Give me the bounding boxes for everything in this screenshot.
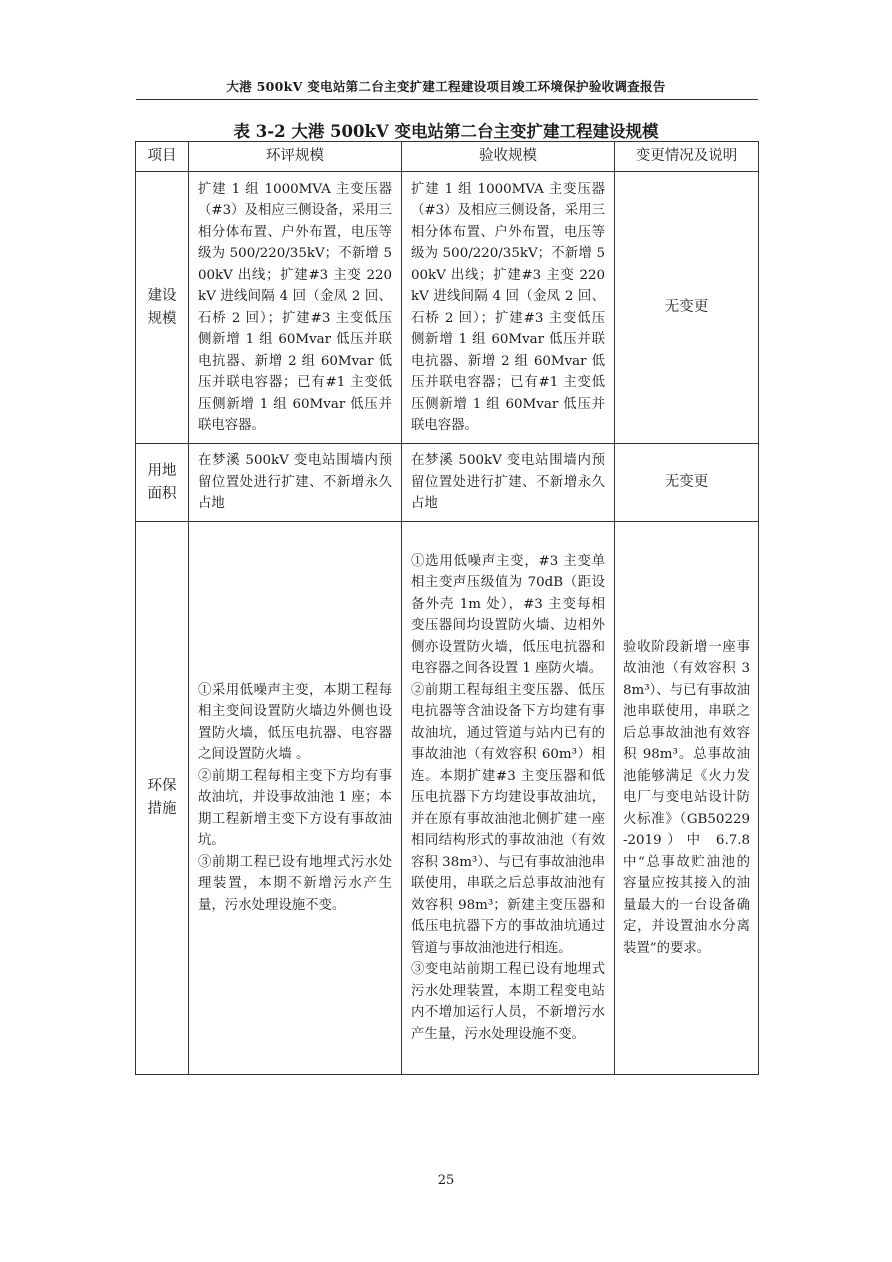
eia-scale-cell: ①采用低噪声主变，本期工程每相主变间设置防火墙边外侧也设置防火墙，低压电抗器、电容器之间设置防火墙 。 ②前期工程每相主变下方均有事故油坑，并设事故油池 1 座；本期工程新增主变下方设有事故油坑。 ③前期工程已设有地埋式污水处理装置，本期不新增污水产生量，污水处理设施不变。: [189, 522, 402, 1075]
acceptance-scale-cell: ①选用低噪声主变，#3 主变单相主变声压级值为 70dB（距设备外壳 1m 处），#3 主变每相变压器间均设置防火墙、边相外侧亦设置防火墙，低压电抗器和电容器之间各设置 1 座防火墙。 ②前期工程每组主变压器、低压电抗器等含油设备下方均建有事故油坑，通过管道与站内已有的事故油池（有效容积 60m³）相连。本期扩建#3 主变压器和低压电抗器下方均建设事故油坑，并在原有事故油池北侧扩建一座相同结构形式的事故油池（有效容积 38m³）、与已有事故油池串联使用，串联之后总事故油池有效容积 98m³；新建主变压器和低压电抗器下方的事故油坑通过管道与事故油池进行相连。 ③变电站前期工程已设有地埋式污水处理装置，本期工程变电站内不增加运行人员，不新增污水产生量，污水处理设施不变。: [402, 522, 615, 1075]
table-caption: 表 3-2 大港 500kV 变电站第二台主变扩建工程建设规模: [233, 122, 659, 141]
table-row: [136, 172, 759, 444]
row-item-label: 建设 规模: [136, 172, 189, 444]
acceptance-scale-cell: 扩建 1 组 1000MVA 主变压器（#3）及相应三侧设备，采用三相分体布置、户外布置，电压等级为 500/220/35kV；不新增 500kV 出线；扩建#3 主变 220kV 进线间隔 4 回（金凤 2 回、石桥 2 回）；扩建#3 主变低压侧新增 1 组 60Mvar 低压并联电抗器、新增 2 组 60Mvar 低压并联电容器；已有#1 主变低压侧新增 1 组 60Mvar 低压并联电容器。: [402, 172, 615, 444]
eia-scale-cell: 扩建 1 组 1000MVA 主变压器（#3）及相应三侧设备，采用三相分体布置、户外布置，电压等级为 500/220/35kV；不新增 500kV 出线；扩建#3 主变 220kV 进线间隔 4 回（金凤 2 回、石桥 2 回）；扩建#3 主变低压侧新增 1 组 60Mvar 低压并联电抗器、新增 2 组 60Mvar 低压并联电容器；已有#1 主变低压侧新增 1 组 60Mvar 低压并联电容器。: [189, 172, 402, 444]
eia-scale-cell: 在梦溪 500kV 变电站围墙内预留位置处进行扩建、不新增永久占地: [189, 444, 402, 522]
column-header-eia-scale: 环评规模: [189, 142, 402, 172]
page-number: 25: [437, 1173, 455, 1188]
report-header: 大港 500kV 变电站第二台主变扩建工程建设项目竣工环境保护验收调查报告: [226, 79, 666, 94]
acceptance-scale-cell: 在梦溪 500kV 变电站围墙内预留位置处进行扩建、不新增永久占地: [402, 444, 615, 522]
change-notes-cell: 验收阶段新增一座事故油池（有效容积 38m³）、与已有事故油池串联使用，串联之后总事故油池有效容积 98m³。总事故油池能够满足《火力发电厂与变电站设计防火标准》（GB50229-2019）中 6.7.8 中“总事故贮油池的容量应按其接入的油量最大的一台设备确定，并设置油水分离装置”的要求。: [615, 522, 759, 1075]
row-item-label: 环保 措施: [136, 522, 189, 1075]
construction-scale-table: [135, 141, 759, 1075]
change-notes-cell: 无变更: [615, 172, 759, 444]
table-row: [136, 522, 759, 1075]
column-header-item: 项目: [136, 142, 189, 172]
change-notes-cell: 无变更: [615, 444, 759, 522]
column-header-acceptance-scale: 验收规模: [402, 142, 615, 172]
column-header-change-notes: 变更情况及说明: [615, 142, 759, 172]
row-item-label: 用地 面积: [136, 444, 189, 522]
table-row: [136, 444, 759, 522]
table-header-row: [136, 142, 759, 172]
header-divider: [136, 99, 758, 100]
